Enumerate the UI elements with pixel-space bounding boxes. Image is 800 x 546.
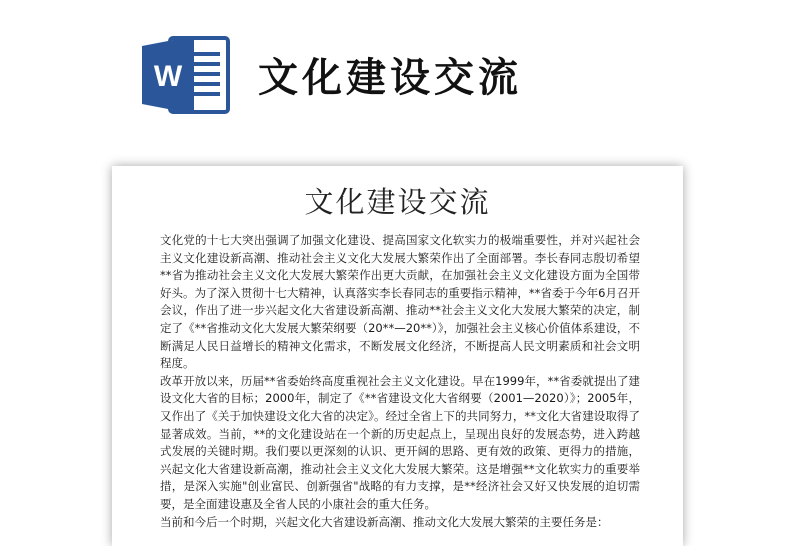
document-title: 文化建设交流 — [304, 185, 491, 219]
paragraph: 改革开放以来，历届**省委始终高度重视社会主义文化建设。早在1999年，**省委就提出了建设文化大省的目标；2000年，制定了《**省建设文化大省纲要（2001—2020）》；2005年，又作出了《关于加快建设文化大省的决定》。经过全省上下的共同努力，**文化大省建设取得了显著成效。当前，**的文化建设站在一个新的历史起点上，呈现出良好的发展态势，进入跨越式发展的关键时期。我们要以更深刻的认识、更开阔的思路、更有效的政策、更得力的措施，兴起文化大省建设新高潮，推动社会主义文化大发展大繁荣。这是增强**文化软实力的重要举措，是深入实施"创业富民、创新强省"战略的有力支撑，是**经济社会又好又快发展的迫切需要，是全面建设惠及全省人民的小康社会的重大任务。 — [160, 373, 640, 511]
word-doc-icon — [140, 34, 232, 116]
word-letter: W — [153, 60, 183, 93]
paragraph: 文化党的十七大突出强调了加强文化建设、提高国家文化软实力的极端重要性，并对兴起社会主义文化建设新高潮、推动社会主义文化大发展大繁荣作出了全面部署。李长春同志殷切希望**省为推动社会主义文化大发展大繁荣作出更大贡献，在加强社会主义文化建设方面为全国带好头。为了深入贯彻十七大精神，认真落实李长春同志的重要指示精神，**省委于今年6月召开会议，作出了进一步兴起文化大省建设新高潮、推动**社会主义文化大发展大繁荣的决定，制定了《**省推动文化大发展大繁荣纲要（20**—20**）》，加强社会主义核心价值体系建设，不断满足人民日益增长的精神文化需求，不断发展文化经济，不断提高人民文明素质和社会文明程度。 — [160, 233, 640, 371]
page-header — [0, 0, 800, 150]
paragraph: 当前和今后一个时期，兴起文化大省建设新高潮、推动文化大发展大繁荣的主要任务是： — [160, 514, 609, 529]
document-page — [112, 166, 683, 546]
page-title: 文化建设交流 — [258, 55, 522, 101]
document-body — [160, 232, 640, 531]
